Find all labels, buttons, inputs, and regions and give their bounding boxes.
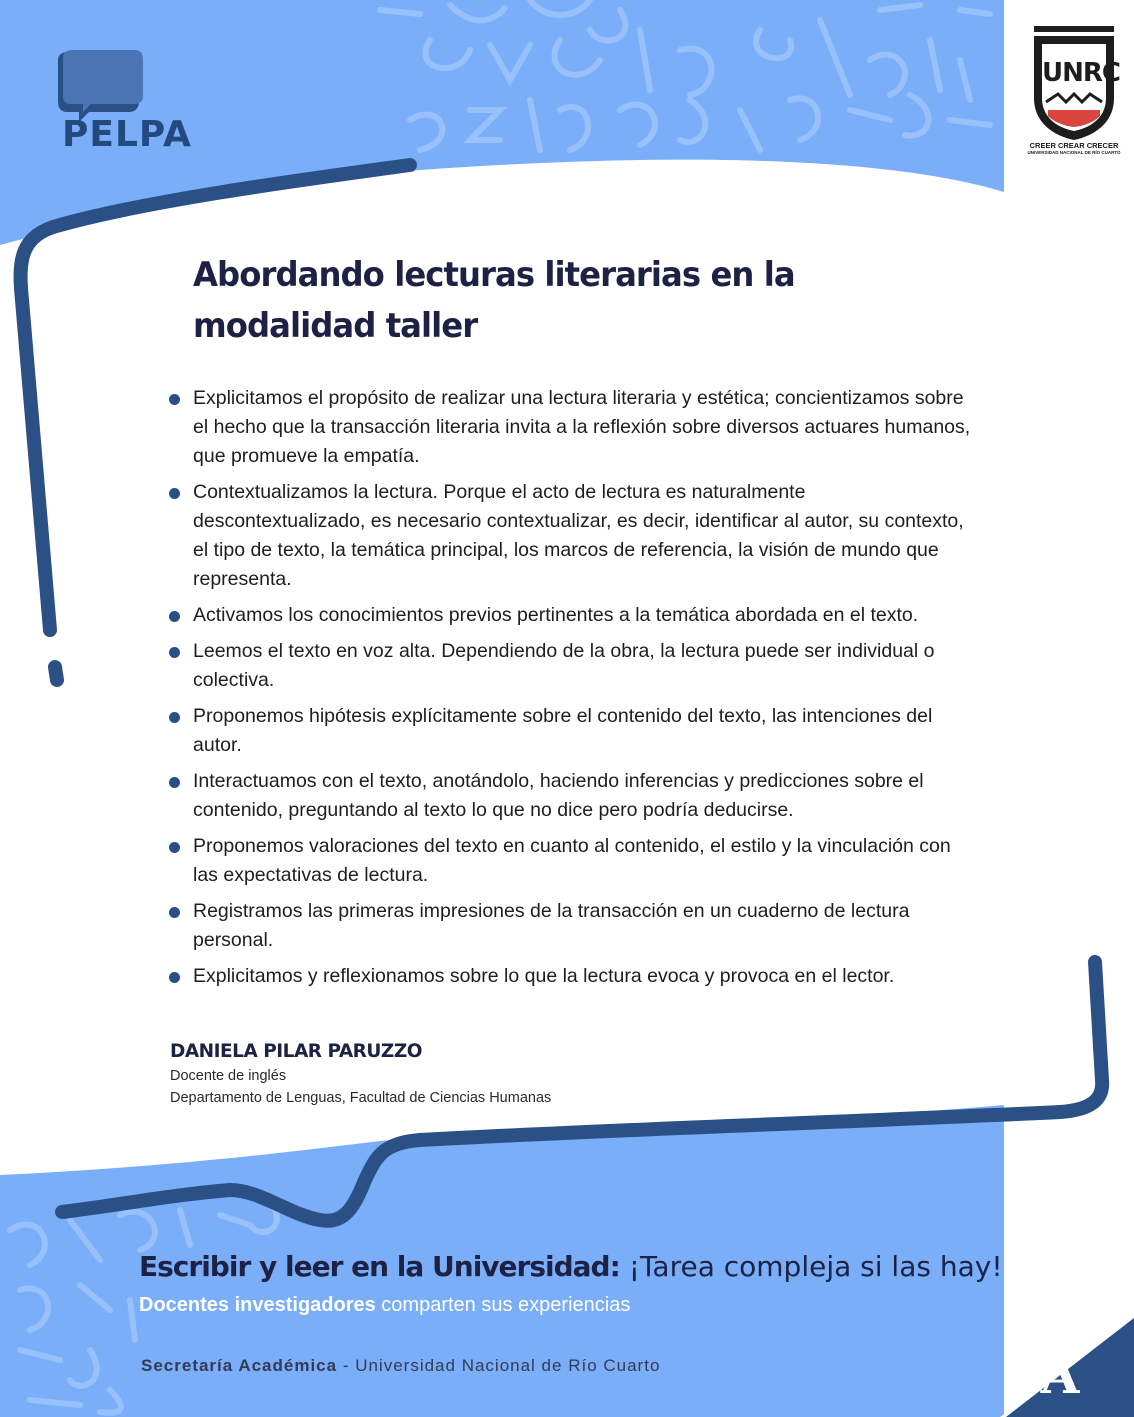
footer-headline [139, 1250, 1003, 1283]
footer-headline-light: ¡Tarea compleja si las hay! [619, 1250, 1003, 1283]
bullet-item [168, 767, 978, 825]
bullet-dot-icon [169, 712, 180, 723]
bullet-item [168, 832, 978, 890]
article-bullet-list [168, 384, 978, 998]
bullet-item [168, 478, 978, 594]
bullet-text: Contextualizamos la lectura. Porque el acto de lectura es naturalmente descontextualizado, es necesario contextualizar, es decir, identificar al autor, su contexto, el tipo de texto, la temática principal, los marcos de referencia, la visión de mundo que representa. [193, 481, 964, 590]
bullet-text: Explicitamos el propósito de realizar una lectura literaria y estética; concientizamos sobre el hecho que la transacción literaria invita a la reflexión sobre diversos actuares humanos, que promueve la empatía. [193, 387, 971, 467]
footer-secretaria-rest: - Universidad Nacional de Río Cuarto [337, 1356, 661, 1375]
bullet-dot-icon [169, 972, 180, 983]
bullet-item [168, 637, 978, 695]
article-title [193, 250, 858, 352]
frame-line-dot [55, 667, 57, 680]
bullet-dot-icon [169, 842, 180, 853]
author-department: Departamento de Lenguas, Facultad de Ciencias Humanas [170, 1090, 552, 1106]
bullet-dot-icon [169, 907, 180, 918]
bullet-item [168, 601, 978, 630]
bullet-item [168, 384, 978, 471]
bullet-dot-icon [169, 488, 180, 499]
bullet-text: Interactuamos con el texto, anotándolo, haciendo inferencias y predicciones sobre el contenido, preguntando al texto lo que no dice pero podría deducirse. [193, 770, 924, 821]
footer-subtitle [139, 1294, 630, 1317]
bullet-text: Explicitamos y reflexionamos sobre lo que la lectura evoca y provoca en el lector. [193, 965, 895, 987]
footer-secretaria [141, 1356, 660, 1376]
bullet-text: Leemos el texto en voz alta. Dependiendo de la obra, la lectura puede ser individual o colectiva. [193, 640, 935, 691]
footer-subtitle-strong: Docentes investigadores [139, 1294, 376, 1316]
footer-secretaria-strong: Secretaría Académica [141, 1356, 338, 1375]
article-title-line-1: Abordando lecturas literarias en la [193, 255, 795, 295]
bullet-text: Activamos los conocimientos previos pertinentes a la temática abordada en el texto. [193, 604, 919, 626]
author-name: DANIELA PILAR PARUZZO [170, 1041, 422, 1062]
unrc-shield-icon [1024, 18, 1124, 160]
bullet-dot-icon [169, 647, 180, 658]
unrc-university-name: UNIVERSIDAD NACIONAL DE RÍO CUARTO [1027, 150, 1121, 155]
unrc-logo-mark: UNRC [1042, 58, 1120, 88]
bullet-text: Proponemos valoraciones del texto en cuanto al contenido, el estilo y la vinculación con las expectativas de lectura. [193, 835, 951, 886]
bullet-text: Registramos las primeras impresiones de la transacción en un cuaderno de lectura personal. [193, 900, 910, 951]
author-role: Docente de inglés [170, 1068, 287, 1084]
pelpa-logo-text: PELPA [62, 114, 192, 155]
unrc-motto: CREER CREAR CRECER [1029, 141, 1119, 150]
bullet-item [168, 897, 978, 955]
bullet-item [168, 962, 978, 991]
corner-letter-badge: A [1040, 1346, 1080, 1405]
bullet-dot-icon [169, 777, 180, 788]
bullet-text: Proponemos hipótesis explícitamente sobre el contenido del texto, las intenciones del autor. [193, 705, 933, 756]
bullet-dot-icon [169, 611, 180, 622]
bullet-dot-icon [169, 394, 180, 405]
footer-headline-strong: Escribir y leer en la Universidad: [139, 1250, 620, 1283]
article-title-line-2: modalidad taller [193, 306, 478, 346]
footer-subtitle-light: comparten sus experiencias [375, 1294, 631, 1316]
bullet-item [168, 702, 978, 760]
